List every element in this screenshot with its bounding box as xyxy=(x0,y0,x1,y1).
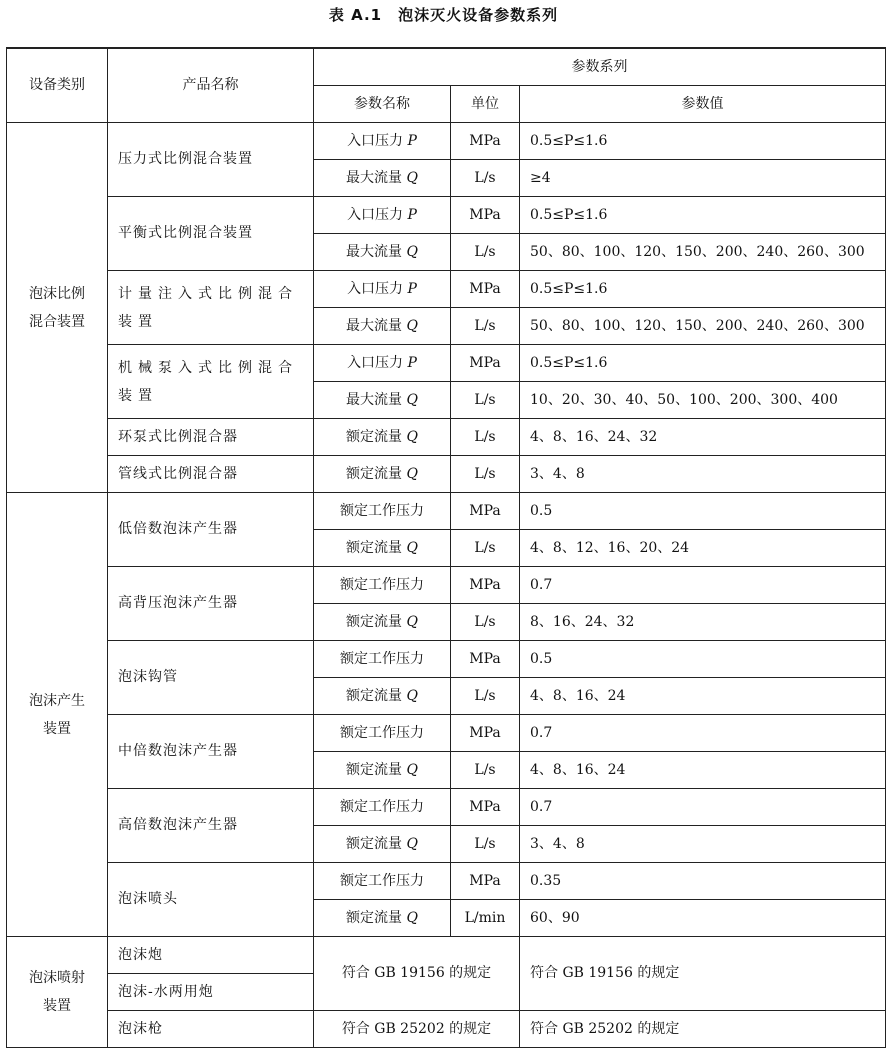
param-symbol: Q xyxy=(406,909,418,926)
table-row xyxy=(7,345,886,382)
table-title: 表 A.1 泡沫灭火设备参数系列 xyxy=(328,6,559,24)
table-row xyxy=(7,493,886,530)
param-symbol: P xyxy=(407,206,417,223)
category-cell: 泡沫比例混合装置 xyxy=(7,123,108,493)
param-name-text: 额定流量 xyxy=(346,465,403,482)
param-name-cell xyxy=(314,493,451,530)
header-category: 设备类别 xyxy=(7,48,108,123)
value-cell: 60、90 xyxy=(520,900,886,937)
table-row xyxy=(7,197,886,234)
param-symbol: Q xyxy=(406,169,418,186)
product-name-cell: 环泵式比例混合器 xyxy=(108,419,314,456)
value-cell: 50、80、100、120、150、200、240、260、300 xyxy=(520,308,886,345)
unit-cell: MPa xyxy=(451,123,520,160)
param-name-cell xyxy=(314,197,451,234)
param-name-text: 额定工作压力 xyxy=(340,724,424,741)
param-symbol: Q xyxy=(406,243,418,260)
param-name-cell xyxy=(314,530,451,567)
table-row xyxy=(7,863,886,900)
product-name-cell: 泡沫钩管 xyxy=(108,641,314,715)
value-cell: 0.35 xyxy=(520,863,886,900)
unit-cell: L/s xyxy=(451,308,520,345)
unit-cell: L/min xyxy=(451,900,520,937)
table-row xyxy=(7,937,886,974)
param-name-cell xyxy=(314,863,451,900)
product-name-cell: 高背压泡沫产生器 xyxy=(108,567,314,641)
table-row xyxy=(7,715,886,752)
unit-cell: L/s xyxy=(451,752,520,789)
param-name-text: 额定流量 xyxy=(346,909,403,926)
table-row xyxy=(7,641,886,678)
param-name-text: 额定工作压力 xyxy=(340,872,424,889)
unit-cell: L/s xyxy=(451,604,520,641)
param-name-cell xyxy=(314,789,451,826)
param-name-cell xyxy=(314,567,451,604)
unit-cell: L/s xyxy=(451,678,520,715)
param-name-text: 额定工作压力 xyxy=(340,650,424,667)
param-name-text: 最大流量 xyxy=(346,391,403,408)
unit-cell: L/s xyxy=(451,382,520,419)
param-symbol: Q xyxy=(406,539,418,556)
param-name-text: 最大流量 xyxy=(346,243,403,260)
unit-cell: L/s xyxy=(451,160,520,197)
spec-reference-cell: 符合 GB 19156 的规定 xyxy=(314,937,520,1011)
value-cell: 4、8、16、24、32 xyxy=(520,419,886,456)
spec-reference-cell: 符合 GB 25202 的规定 xyxy=(314,1011,520,1048)
product-name-cell: 压力式比例混合装置 xyxy=(108,123,314,197)
param-symbol: Q xyxy=(406,835,418,852)
param-name-cell xyxy=(314,604,451,641)
param-name-cell xyxy=(314,271,451,308)
value-cell: 0.5 xyxy=(520,641,886,678)
param-name-cell xyxy=(314,826,451,863)
param-name-text: 额定流量 xyxy=(346,761,403,778)
table-row xyxy=(7,419,886,456)
value-cell: 0.5≤P≤1.6 xyxy=(520,271,886,308)
header-product: 产品名称 xyxy=(108,48,314,123)
unit-cell: MPa xyxy=(451,197,520,234)
table-row xyxy=(7,271,886,308)
value-cell: 0.7 xyxy=(520,715,886,752)
param-name-text: 额定流量 xyxy=(346,539,403,556)
spec-reference-cell: 符合 GB 19156 的规定 xyxy=(520,937,886,1011)
parameter-table xyxy=(6,47,886,1048)
value-cell: 0.5≤P≤1.6 xyxy=(520,123,886,160)
param-name-text: 额定工作压力 xyxy=(340,502,424,519)
unit-cell: MPa xyxy=(451,641,520,678)
unit-cell: MPa xyxy=(451,271,520,308)
param-symbol: P xyxy=(407,280,417,297)
value-cell: 4、8、16、24 xyxy=(520,678,886,715)
spec-reference-cell: 符合 GB 25202 的规定 xyxy=(520,1011,886,1048)
table-row xyxy=(7,123,886,160)
value-cell: 3、4、8 xyxy=(520,456,886,493)
param-name-cell xyxy=(314,345,451,382)
header-param-series: 参数系列 xyxy=(314,48,886,86)
header-unit: 单位 xyxy=(451,86,520,123)
param-name-cell xyxy=(314,678,451,715)
param-symbol: P xyxy=(407,132,417,149)
unit-cell: MPa xyxy=(451,715,520,752)
param-name-text: 额定流量 xyxy=(346,687,403,704)
value-cell: 4、8、16、24 xyxy=(520,752,886,789)
param-name-text: 额定流量 xyxy=(346,613,403,630)
unit-cell: MPa xyxy=(451,345,520,382)
param-name-text: 额定工作压力 xyxy=(340,798,424,815)
param-symbol: P xyxy=(407,354,417,371)
category-cell: 泡沫喷射装置 xyxy=(7,937,108,1048)
param-name-cell xyxy=(314,123,451,160)
product-name-cell: 泡沫喷头 xyxy=(108,863,314,937)
value-cell: 10、20、30、40、50、100、200、300、400 xyxy=(520,382,886,419)
param-name-cell xyxy=(314,382,451,419)
param-symbol: Q xyxy=(406,428,418,445)
value-cell: 50、80、100、120、150、200、240、260、300 xyxy=(520,234,886,271)
param-symbol: Q xyxy=(406,317,418,334)
param-symbol: Q xyxy=(406,687,418,704)
param-name-cell xyxy=(314,234,451,271)
product-name-cell: 计量注入式比例混合装置 xyxy=(108,271,314,345)
param-name-text: 入口压力 xyxy=(347,132,404,149)
value-cell: 0.7 xyxy=(520,567,886,604)
value-cell: 8、16、24、32 xyxy=(520,604,886,641)
unit-cell: L/s xyxy=(451,234,520,271)
table-row xyxy=(7,567,886,604)
product-name-cell: 管线式比例混合器 xyxy=(108,456,314,493)
param-name-text: 额定工作压力 xyxy=(340,576,424,593)
value-cell: 0.7 xyxy=(520,789,886,826)
unit-cell: MPa xyxy=(451,567,520,604)
param-name-text: 入口压力 xyxy=(347,206,404,223)
unit-cell: MPa xyxy=(451,863,520,900)
param-name-cell xyxy=(314,641,451,678)
unit-cell: L/s xyxy=(451,530,520,567)
product-name-cell: 泡沫-水两用炮 xyxy=(108,974,314,1011)
param-symbol: Q xyxy=(406,761,418,778)
header-value: 参数值 xyxy=(520,86,886,123)
value-cell: 0.5≤P≤1.6 xyxy=(520,197,886,234)
param-name-cell xyxy=(314,160,451,197)
param-name-cell xyxy=(314,419,451,456)
param-name-text: 入口压力 xyxy=(347,280,404,297)
table-row xyxy=(7,789,886,826)
category-cell: 泡沫产生装置 xyxy=(7,493,108,937)
value-cell: 0.5≤P≤1.6 xyxy=(520,345,886,382)
value-cell: 4、8、12、16、20、24 xyxy=(520,530,886,567)
param-symbol: Q xyxy=(406,465,418,482)
param-name-cell xyxy=(314,900,451,937)
unit-cell: L/s xyxy=(451,826,520,863)
unit-cell: L/s xyxy=(451,419,520,456)
product-name-cell: 泡沫枪 xyxy=(108,1011,314,1048)
param-name-text: 最大流量 xyxy=(346,317,403,334)
unit-cell: MPa xyxy=(451,789,520,826)
param-name-text: 入口压力 xyxy=(347,354,404,371)
product-name-cell: 中倍数泡沫产生器 xyxy=(108,715,314,789)
table-row xyxy=(7,456,886,493)
header-param-name: 参数名称 xyxy=(314,86,451,123)
param-name-text: 额定流量 xyxy=(346,835,403,852)
product-name-cell: 机械泵入式比例混合装置 xyxy=(108,345,314,419)
value-cell: 0.5 xyxy=(520,493,886,530)
product-name-cell: 高倍数泡沫产生器 xyxy=(108,789,314,863)
value-cell: ≥4 xyxy=(520,160,886,197)
param-name-cell xyxy=(314,308,451,345)
product-name-cell: 泡沫炮 xyxy=(108,937,314,974)
param-name-text: 额定流量 xyxy=(346,428,403,445)
param-symbol: Q xyxy=(406,391,418,408)
param-name-cell xyxy=(314,715,451,752)
unit-cell: MPa xyxy=(451,493,520,530)
product-name-cell: 低倍数泡沫产生器 xyxy=(108,493,314,567)
unit-cell: L/s xyxy=(451,456,520,493)
param-name-cell xyxy=(314,752,451,789)
param-name-cell xyxy=(314,456,451,493)
value-cell: 3、4、8 xyxy=(520,826,886,863)
product-name-cell: 平衡式比例混合装置 xyxy=(108,197,314,271)
table-row xyxy=(7,1011,886,1048)
param-symbol: Q xyxy=(406,613,418,630)
param-name-text: 最大流量 xyxy=(346,169,403,186)
